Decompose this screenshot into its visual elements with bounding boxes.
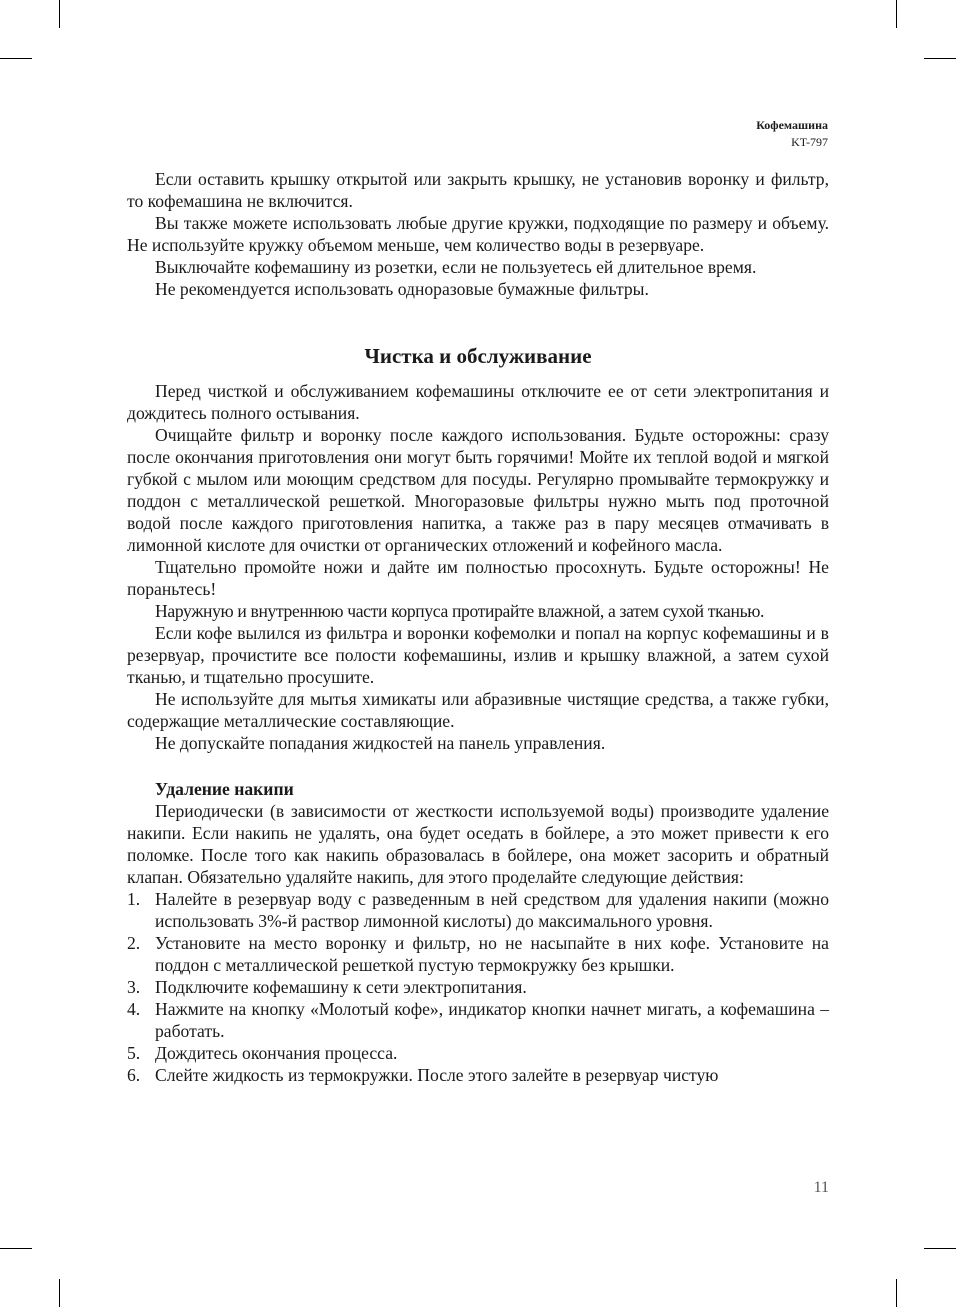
header-model: KT-797 xyxy=(791,135,828,149)
intro-paragraph: Выключайте кофемашину из розетки, если не пользуетесь ей длительное время. xyxy=(155,257,757,277)
list-item xyxy=(127,998,829,1042)
header-product: Кофемашина xyxy=(756,118,828,132)
crop-mark xyxy=(896,0,897,28)
list-item xyxy=(127,1042,829,1064)
section-paragraph: Перед чисткой и обслуживанием кофемашины отключите ее от сети электропитания и дождитесь полного остывания. xyxy=(127,381,829,423)
page-number: 11 xyxy=(813,1179,829,1196)
crop-mark xyxy=(0,1248,32,1249)
section-paragraph: Тщательно промойте ножи и дайте им полностью просохнуть. Будьте осторожны! Не пораньтесь! xyxy=(127,557,829,599)
list-item xyxy=(127,932,829,976)
list-item xyxy=(127,888,829,932)
step-number: 4. xyxy=(127,999,141,1019)
crop-mark xyxy=(896,1279,897,1307)
step-text: Подключите кофемашину к сети электропитания. xyxy=(155,977,527,997)
crop-mark xyxy=(59,0,60,28)
section-title: Чистка и обслуживание xyxy=(364,344,592,368)
section-paragraph: Не используйте для мытья химикаты или абразивные чистящие средства, а также губки, содержащие металлические составляющие. xyxy=(127,689,829,731)
step-text: Дождитесь окончания процесса. xyxy=(155,1043,398,1063)
step-number: 2. xyxy=(127,933,141,953)
crop-mark xyxy=(59,1279,60,1307)
step-number: 1. xyxy=(127,889,141,909)
crop-mark xyxy=(924,1248,956,1249)
list-item xyxy=(127,976,829,998)
intro-paragraph: Если оставить крышку открытой или закрыть крышку, не установив воронку и фильтр, то кофемашина не включится. xyxy=(127,169,829,211)
descaling-steps xyxy=(127,888,829,1086)
step-text: Слейте жидкость из термокружки. После этого залейте в резервуар чистую xyxy=(155,1065,719,1085)
step-text: Налейте в резервуар воду с разведенным в ней средством для удаления накипи (можно использовать 3%-й раствор лимонной кислоты) до максимального уровня. xyxy=(155,889,829,931)
subsection-intro: Периодически (в зависимости от жесткости используемой воды) производите удаление накипи. Если накипь не удалять, она будет оседать в бойлере, а это может привести к его поломке. После того как накипь образовалась в бойлере, она может засорить и обратный клапан. Обязательно удаляйте накипь, для этого проделайте следующие действия: xyxy=(127,801,829,887)
subsection-title: Удаление накипи xyxy=(155,779,294,799)
section-paragraph: Если кофе вылился из фильтра и воронки кофемолки и попал на корпус кофемашины и в резервуар, прочистите все полости кофемашины, излив и крышку влажной, а затем сухой тканью, и тщательно просушите. xyxy=(127,623,829,687)
step-text: Установите на место воронку и фильтр, но не насыпайте в них кофе. Установите на поддон с металлической решеткой пустую термокружку без крышки. xyxy=(155,933,829,975)
step-number: 3. xyxy=(127,977,141,997)
crop-mark xyxy=(0,58,32,59)
intro-paragraph: Вы также можете использовать любые другие кружки, подходящие по размеру и объему. Не используйте кружку объемом меньше, чем количество воды в резервуаре. xyxy=(127,213,829,255)
section-paragraph: Наружную и внутреннюю части корпуса протирайте влажной, а затем сухой тканью. xyxy=(155,601,765,621)
crop-mark xyxy=(924,58,956,59)
step-number: 6. xyxy=(127,1065,141,1085)
section-paragraph: Не допускайте попадания жидкостей на панель управления. xyxy=(155,733,606,753)
page-body xyxy=(127,168,829,1086)
step-number: 5. xyxy=(127,1043,141,1063)
list-item xyxy=(127,1064,829,1086)
step-text: Нажмите на кнопку «Молотый кофе», индикатор кнопки начнет мигать, а кофемашина – работать. xyxy=(155,999,829,1041)
section-paragraph: Очищайте фильтр и воронку после каждого использования. Будьте осторожны: сразу после окончания приготовления они могут быть горячими! Мойте их теплой водой и мягкой губкой с мылом или моющим средством для посуды. Регулярно промывайте термокружку и поддон с металлической решеткой. Многоразовые фильтры нужно мыть под проточной водой после каждого приготовления напитка, а также раз в пару месяцев отмачивать в лимонной кислоте для очистки от органических отложений и кофейного масла. xyxy=(127,425,829,555)
intro-paragraph: Не рекомендуется использовать одноразовые бумажные фильтры. xyxy=(155,279,649,299)
running-header xyxy=(756,117,828,151)
